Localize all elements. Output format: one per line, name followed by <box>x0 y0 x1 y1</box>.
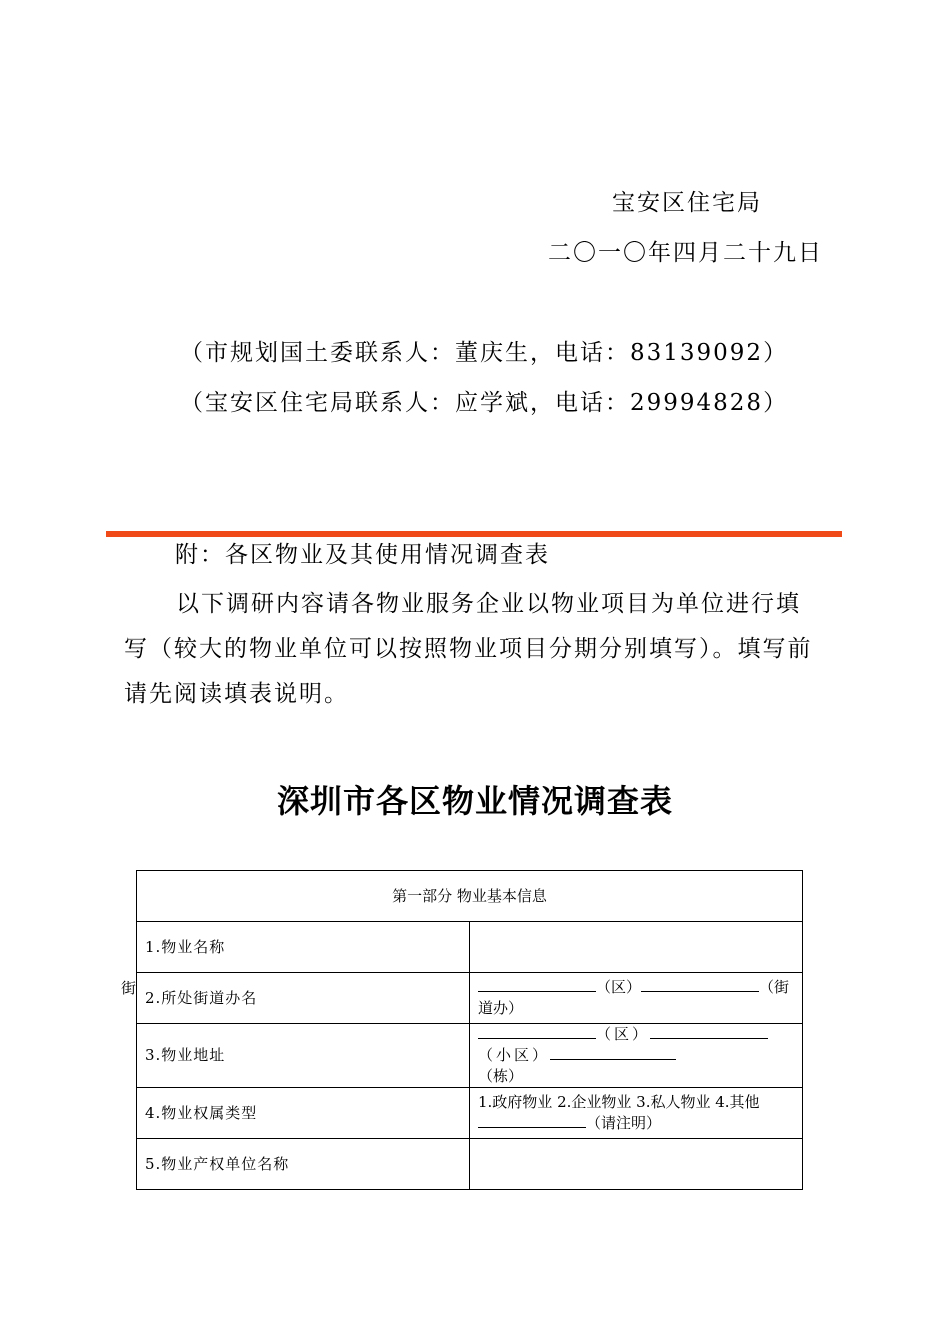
issue-date: 二〇一〇年四月二十九日 <box>548 240 823 266</box>
ownership-note: （请注明） <box>586 1114 662 1132</box>
issuer-name: 宝安区住宅局 <box>612 190 762 216</box>
street-office-field[interactable] <box>470 973 803 1024</box>
owner-unit-field[interactable] <box>470 1139 803 1190</box>
attachment-title: 附：各区物业及其使用情况调查表 <box>175 542 550 568</box>
form-title: 深圳市各区物业情况调查表 <box>276 782 673 820</box>
ownership-options: 1.政府物业 2.企业物业 3.私人物业 4.其他 <box>478 1093 760 1111</box>
address-community-suffix: （小区） <box>478 1046 551 1064</box>
address-building-blank[interactable] <box>550 1045 676 1060</box>
address-building-suffix: （栋） <box>478 1067 524 1085</box>
address-field[interactable] <box>470 1024 803 1088</box>
field-label-property-name: 1.物业名称 <box>137 922 470 973</box>
section-header-row <box>137 871 803 922</box>
table-row <box>137 922 803 973</box>
stray-street-char: 街 <box>121 979 137 997</box>
ownership-type-field[interactable] <box>470 1088 803 1139</box>
ownership-other-blank[interactable] <box>478 1113 586 1128</box>
field-label-street-office: 2.所处街道办名 <box>137 973 470 1024</box>
table-row <box>137 1024 803 1088</box>
field-label-ownership-type: 4.物业权属类型 <box>137 1088 470 1139</box>
address-community-blank[interactable] <box>650 1024 768 1039</box>
contact-line-planning: （市规划国土委联系人：董庆生，电话：83139092） <box>180 340 789 366</box>
attachment-intro: 以下调研内容请各物业服务企业以物业项目为单位进行填写（较大的物业单位可以按照物业项目分期分别填写）。填写前请先阅读填表说明。 <box>124 591 813 707</box>
property-name-field[interactable] <box>470 922 803 973</box>
table-row <box>137 1139 803 1190</box>
field-label-owner-unit: 5.物业产权单位名称 <box>137 1139 470 1190</box>
district-suffix: （区） <box>596 978 642 996</box>
section-header: 第一部分 物业基本信息 <box>137 871 803 922</box>
contact-line-housing: （宝安区住宅局联系人：应学斌，电话：29994828） <box>180 390 789 416</box>
field-label-address: 3.物业地址 <box>137 1024 470 1088</box>
survey-table <box>136 870 803 1190</box>
table-row <box>137 1088 803 1139</box>
district-blank[interactable] <box>478 977 596 992</box>
address-district-suffix: （区） <box>596 1025 651 1043</box>
address-district-blank[interactable] <box>478 1024 596 1039</box>
street-office-blank[interactable] <box>641 977 759 992</box>
street-office-suffix: （街道办） <box>478 978 790 1017</box>
table-row <box>137 973 803 1024</box>
